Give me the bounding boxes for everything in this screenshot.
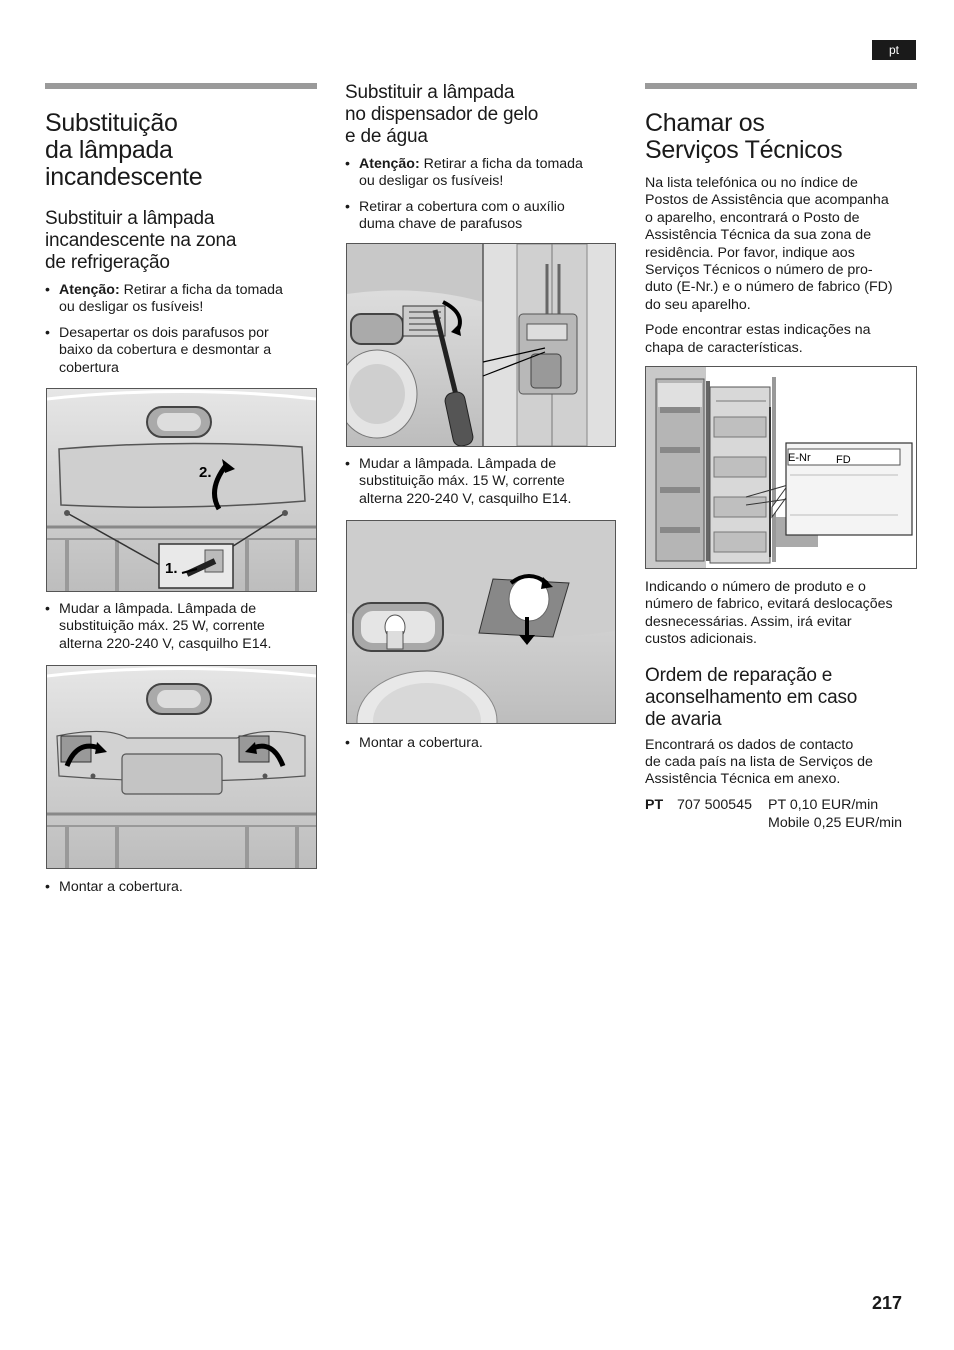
section-rule — [645, 83, 917, 89]
subtitle-line: Substituir a lâmpada — [45, 208, 215, 229]
warning-label: Atenção: — [359, 156, 420, 172]
section-title — [45, 110, 317, 191]
text-line: • Desapertar os dois parafusos por — [59, 324, 269, 341]
paragraph — [645, 737, 917, 789]
column-lamp-refrigeration — [45, 83, 317, 377]
text-line: alterna 220-240 V, casquilho E14. — [59, 635, 272, 652]
column-lamp-refrigeration-continued — [45, 601, 317, 653]
dispenser-cover-illustration — [347, 244, 615, 446]
text-line: duto (E-Nr.) e o número de fabrico (FD) — [645, 279, 893, 296]
instruction-list — [345, 156, 617, 234]
subsection-title — [645, 665, 917, 731]
rate-fixed: PT 0,10 EUR/min — [768, 796, 879, 813]
page-number: 217 — [872, 1293, 903, 1313]
text-line: substituição máx. 25 W, corrente — [59, 618, 265, 635]
fd-label: FD — [836, 454, 851, 466]
instruction-list — [45, 282, 317, 377]
figure-dispenser-cover — [346, 243, 616, 447]
title-line: Serviços Técnicos — [645, 136, 843, 164]
instruction-list — [45, 601, 317, 653]
subsection-title — [345, 82, 617, 148]
text-line: do seu aparelho. — [645, 296, 751, 313]
lamp-cover — [59, 443, 305, 507]
column-lamp-refrigeration-end — [45, 879, 317, 896]
section-rule — [45, 83, 317, 89]
text-line: chapa de características. — [645, 339, 803, 356]
list-item: • Montar a cobertura. — [45, 879, 317, 896]
phone-number: 707 500545 — [677, 796, 752, 813]
instruction-list — [45, 879, 317, 896]
paragraph — [645, 322, 917, 357]
figure-lamp-change — [46, 665, 317, 869]
subsection-title — [45, 208, 317, 274]
enr-label: E-Nr — [788, 452, 811, 464]
country-code: PT — [645, 796, 664, 813]
text-line: Na lista telefónica ou no índice de — [645, 175, 858, 191]
subtitle-line: de avaria — [645, 708, 722, 730]
rating-plate-illustration — [646, 367, 916, 568]
text-line: cobertura — [59, 359, 119, 376]
text-line: número de fabrico, evitará deslocações — [645, 596, 893, 613]
text-line: de cada país na lista de Serviços de — [645, 754, 873, 771]
column-service — [645, 83, 917, 357]
text-line: • Retirar a cobertura com o auxílio — [359, 198, 565, 215]
text-line: baixo da cobertura e desmontar a — [59, 342, 272, 359]
list-item — [45, 325, 317, 377]
rate-mobile: Mobile 0,25 EUR/min — [768, 814, 903, 831]
instruction-list — [345, 735, 617, 752]
title-line: Chamar os — [645, 109, 765, 137]
text-line: residência. Por favor, indique aos — [645, 244, 855, 261]
warning-text: ou desligar os fusíveis! — [359, 173, 504, 190]
subtitle-line: de refrigeração — [45, 252, 170, 273]
lamp-change-illustration — [47, 666, 316, 868]
list-item — [45, 601, 317, 653]
instruction-list — [345, 456, 617, 508]
list-item — [345, 156, 617, 191]
paragraph — [645, 579, 917, 649]
warning-label: Atenção: — [59, 282, 120, 298]
subtitle-line: e de água — [345, 126, 428, 147]
text-line: desnecessárias. Assim, irá evitar — [645, 613, 852, 630]
warning-text: ou desligar os fusíveis! — [59, 299, 204, 316]
list-item — [345, 456, 617, 508]
text-line: o aparelho, encontrará o Posto de — [645, 209, 860, 226]
list-item — [45, 282, 317, 317]
subtitle-line: no dispensador de gelo — [345, 104, 539, 125]
cover-removal-illustration — [47, 389, 316, 591]
title-line: da lâmpada — [45, 136, 173, 164]
step-label: 2. — [199, 464, 212, 481]
column-lamp-dispenser-end — [345, 735, 617, 752]
figure-rating-plate — [645, 366, 917, 569]
text-line: Serviços Técnicos o número de pro- — [645, 262, 873, 279]
warning-text: Retirar a ficha da tomada — [119, 282, 283, 298]
subtitle-line: aconselhamento em caso — [645, 686, 858, 708]
text-line: Encontrará os dados de contacto — [645, 736, 854, 753]
subtitle-line: Ordem de reparação e — [645, 664, 833, 686]
text-line: custos adicionais. — [645, 631, 757, 648]
dispenser-lamp-illustration — [347, 521, 615, 723]
section-title — [645, 110, 917, 164]
text-line: Assistência Técnica da sua zona de — [645, 227, 872, 244]
contact-row — [645, 797, 917, 835]
text-line: Indicando o número de produto e o — [645, 579, 866, 595]
subtitle-line: Substituir a lâmpada — [345, 82, 515, 103]
step-label: 1. — [165, 560, 178, 577]
column-lamp-dispenser — [345, 82, 617, 234]
title-line: incandescente — [45, 163, 203, 191]
text-line: substituição máx. 15 W, corrente — [359, 473, 565, 490]
paragraph — [645, 175, 917, 314]
column-service-continued — [645, 579, 917, 835]
text-line: duma chave de parafusos — [359, 216, 523, 233]
list-item — [345, 199, 617, 234]
figure-dispenser-lamp-change — [346, 520, 616, 724]
text-line: Pode encontrar estas indicações na — [645, 322, 871, 339]
language-badge: pt — [872, 40, 916, 60]
title-line: Substituição — [45, 109, 178, 137]
figure-cover-removal — [46, 388, 317, 592]
text-line: Postos de Assistência que acompanha — [645, 192, 889, 209]
text-line: • Mudar a lâmpada. Lâmpada de — [359, 456, 557, 472]
column-lamp-dispenser-continued — [345, 456, 617, 508]
list-item: • Montar a cobertura. — [345, 735, 617, 752]
text-line: • Mudar a lâmpada. Lâmpada de — [59, 601, 257, 617]
warning-text: Retirar a ficha da tomada — [419, 156, 583, 172]
subtitle-line: incandescente na zona — [45, 230, 237, 251]
text-line: Assistência Técnica em anexo. — [645, 771, 841, 788]
text-line: alterna 220-240 V, casquilho E14. — [359, 490, 572, 507]
